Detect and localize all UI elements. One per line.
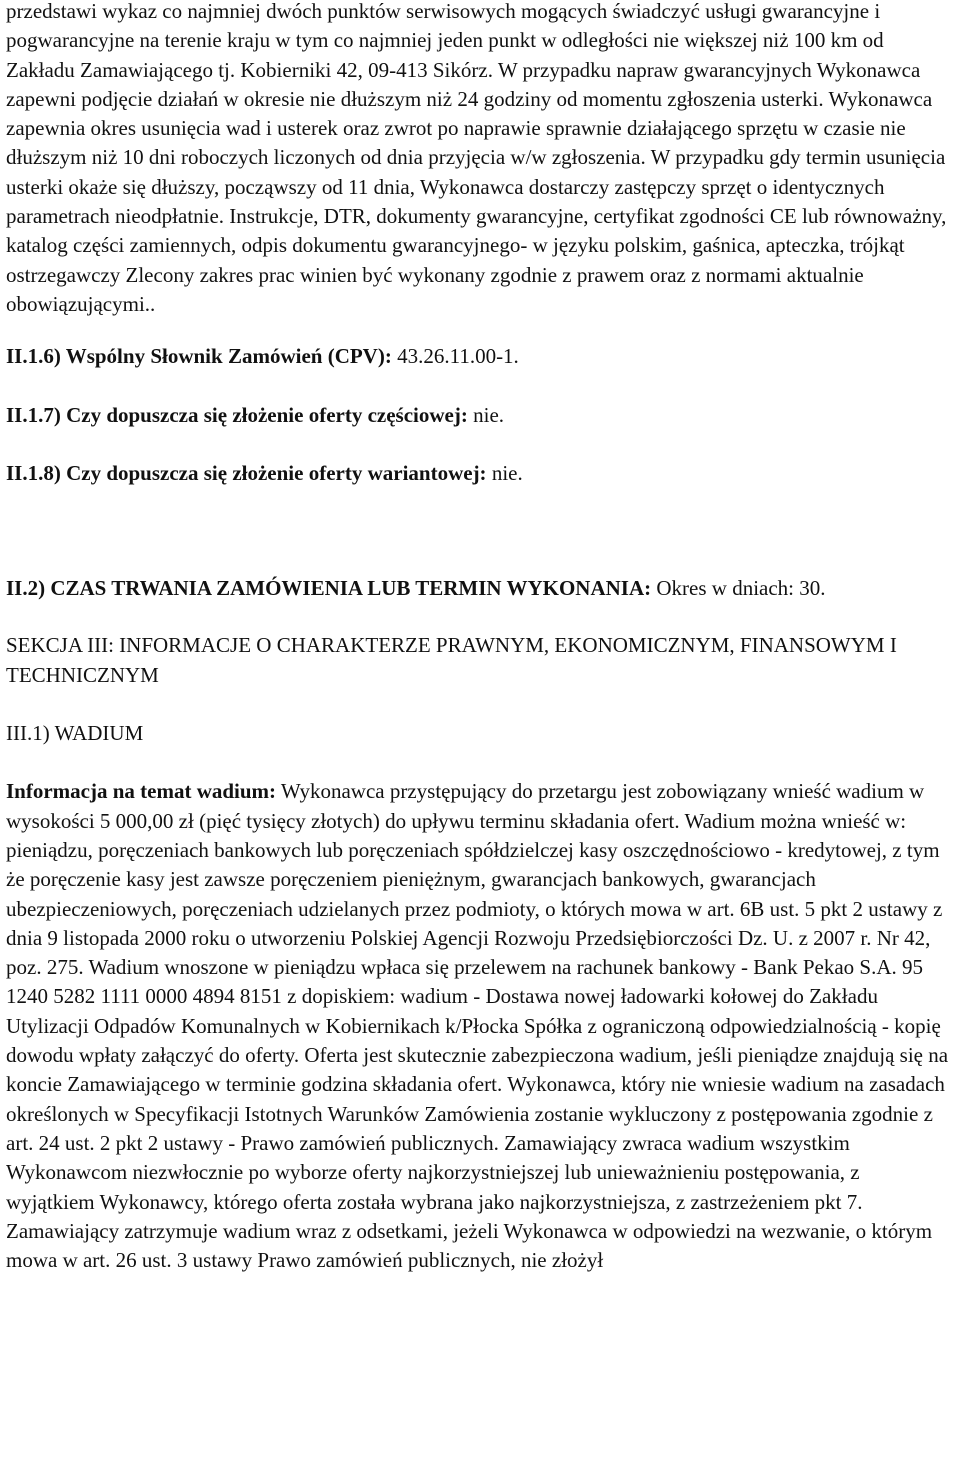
partial-offer-value: nie. — [467, 402, 505, 427]
variant-offer-line — [6, 459, 952, 488]
section-3-title: SEKCJA III: INFORMACJE O CHARAKTERZE PRAWNYM, EKONOMICZNYM, FINANSOWYM I TECHNICZNYM — [6, 633, 897, 687]
wadium-info-text: Wykonawca przystępujący do przetargu jest zobowiązany wnieść wadium w wysokości 5 000,00 zł (pięć tysięcy złotych) do upływu terminu składania ofert. Wadium można wnieść w: pieniądzu, poręczeniach bankowych lub poręczeniach spółdzielczej kasy oszczędnościowo - kredytowej, z tym że poręczenie kasy jest zawsze poręczeniem pieniężnym, gwarancjach bankowych, gwarancjach ubezpieczeniowych, poręczeniach udzielanych przez podmioty, o których mowa w art. 6B ust. 5 pkt 2 ustawy z dnia 9 listopada 2000 roku o utworzeniu Polskiej Agencji Rozwoju Przedsiębiorczości Dz. U. z 2007 r. Nr 42, poz. 275. Wadium wnoszone w pieniądzu wpłaca się przelewem na rachunek bankowy - Bank Pekao S.A. 95 1240 5282 1111 0000 4894 8151 z dopiskiem: wadium - Dostawa nowej ładowarki kołowej do Zakładu Utylizacji Odpadów Komunalnych w Kobiernikach k/Płocka Spółka z ograniczoną odpowiedzialnością - kopię dowodu wpłaty załączyć do oferty. Oferta jest skutecznie zabezpieczona wadium, jeśli pieniądze znajdują się na koncie Zamawiającego w terminie godzina składania ofert. Wykonawca, który nie wniesie wadium na zasadach określonych w Specyfikacji Istotnych Warunków Zamówienia zostanie wykluczony z postępowania zgodnie z art. 24 ust. 2 pkt 2 ustawy - Prawo zamówień publicznych. Zamawiający zwraca wadium wszystkim Wykonawcom niezwłocznie po wyborze oferty najkorzystniejszej lub unieważnieniu postępowania, z wyjątkiem Wykonawcy, którego oferta została wybrana jako najkorzystniejsza, z zastrzeżeniem pkt 7. Zamawiający zatrzymuje wadium wraz z odsetkami, jeżeli Wykonawca w odpowiedzi na wezwanie, o którym mowa w art. 26 ust. 3 ustawy Prawo zamówień publicznych, nie złożył — [6, 779, 949, 1273]
intro-paragraph: przedstawi wykaz co najmniej dwóch punktów serwisowych mogących świadczyć usługi gwarancyjne i pogwarancyjne na terenie kraju w tym co najmniej jeden punkt w odległości nie większej niż 100 km od Zakładu Zamawiającego tj. Kobierniki 42, 09-413 Sikórz. W przypadku napraw gwarancyjnych Wykonawca zapewni podjęcie działań w okresie nie dłuższym niż 24 godziny od momentu zgłoszenia usterki. Wykonawca zapewnia okres usunięcia wad i usterek oraz zwrot po naprawie sprawnie działającego sprzętu w czasie nie dłuższym niż 10 dni roboczych liczonych od dnia przyjęcia w/w zgłoszenia. W przypadku gdy termin usunięcia usterki okaże się dłuższy, począwszy od 11 dnia, Wykonawca dostarczy zastępczy sprzęt o identycznych parametrach nieodpłatnie. Instrukcje, DTR, dokumenty gwarancyjne, certyfikat zgodności CE lub równoważny, katalog części zamiennych, odpis dokumentu gwarancyjnego- w języku polskim, gaśnica, apteczka, trójkąt ostrzegawczy Zlecony zakres prac winien być wykonany zgodnie z prawem oraz z normami aktualnie obowiązującymi.. — [6, 0, 947, 316]
cpv-line — [6, 342, 952, 371]
wadium-info-paragraph — [6, 777, 952, 1275]
duration-line — [6, 574, 952, 603]
wadium-heading: III.1) WADIUM — [6, 721, 144, 746]
variant-offer-label: II.1.8) Czy dopuszcza się złożenie oferty wariantowej: — [6, 460, 487, 485]
partial-offer-line — [6, 401, 952, 430]
cpv-label: II.1.6) Wspólny Słownik Zamówień (CPV): — [6, 344, 392, 369]
variant-offer-value: nie. — [486, 460, 523, 485]
cpv-value: 43.26.11.00-1. — [391, 344, 519, 369]
wadium-info-label: Informacja na temat wadium: — [6, 779, 277, 804]
duration-label: II.2) CZAS TRWANIA ZAMÓWIENIA LUB TERMIN WYKONANIA: — [6, 576, 652, 601]
duration-value: Okres w dniach: 30. — [651, 576, 826, 601]
partial-offer-label: II.1.7) Czy dopuszcza się złożenie oferty częściowej: — [6, 402, 468, 427]
